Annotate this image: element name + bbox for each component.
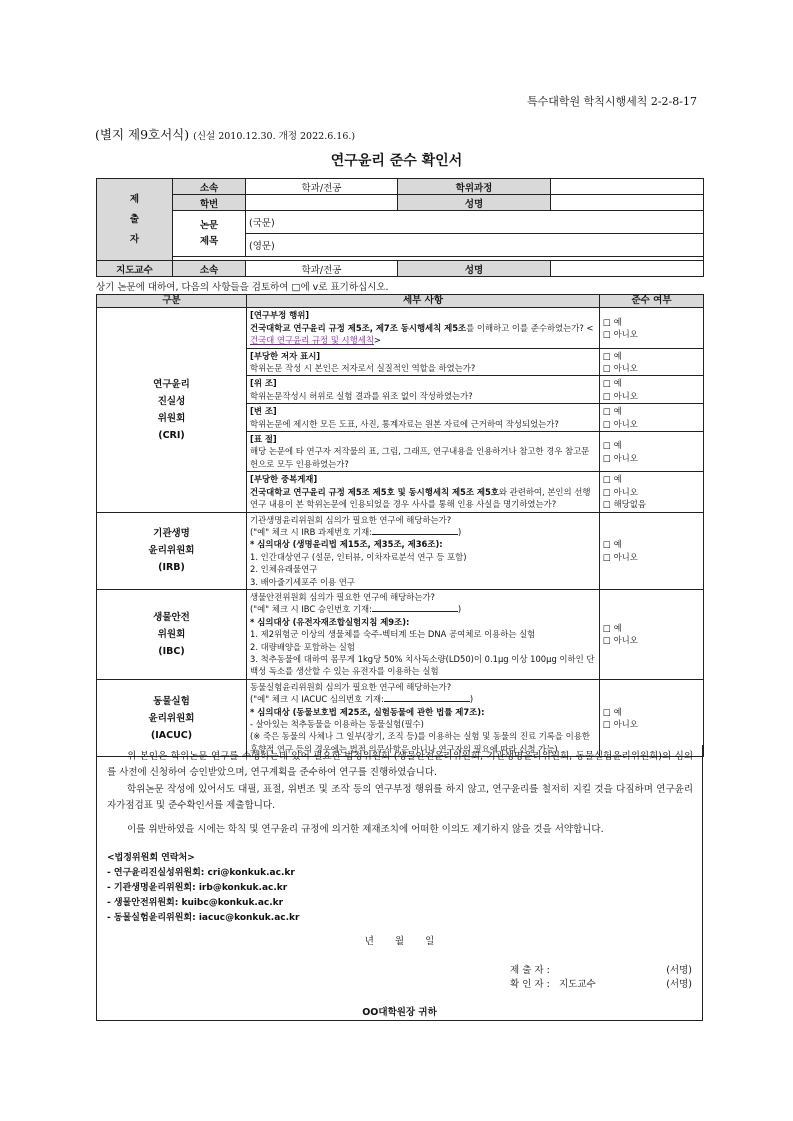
cri-check-3	[600, 404, 704, 432]
checkbox-yes[interactable]: □ 예	[603, 378, 622, 389]
irb-list-item: 2. 인체유래물연구	[250, 564, 318, 575]
item-title: [연구부정 행위]	[250, 310, 310, 321]
ibc-category: 생물안전 위원회 (IBC)	[97, 589, 247, 679]
submitter-info-table	[96, 178, 704, 277]
ibc-target: * 심의대상 (유전자재조합실험지침 제9조):	[250, 616, 410, 627]
committee-contacts	[107, 851, 299, 926]
statement-paragraph-1: 위 본인은 학위논문 연구를 수행하는데 있어 필요한 법정위원회 (생물안전윤리위원회, 기관생명윤리위원회, 동물실험윤리위원회)의 심의를 사전에 신청하여 승인받았으며, 연구계획을 준수하여 연구를 진행하였습니다.	[107, 751, 693, 778]
affiliation-field[interactable]: 학과/전공	[246, 179, 398, 195]
ibc-note-text: ("예" 체크 시 IBC 승인번호 기재:	[250, 604, 372, 615]
checkbox-no[interactable]: □ 아니오	[603, 363, 638, 374]
item-title: [부당한 중복게재]	[250, 474, 318, 485]
checkbox-no[interactable]: □ 아니오	[603, 551, 638, 562]
checkbox-yes[interactable]: □ 예	[603, 440, 622, 451]
compliance-checklist-table	[96, 294, 704, 757]
english-label: (영문)	[249, 241, 275, 252]
cri-item-research-misconduct	[247, 308, 600, 348]
item-question: 해당 논문에 타 연구자 저작물의 표, 그림, 그래프, 연구내용을 인용하거나 참고한 경우 참고문헌으로 모두 인용하였는가?	[250, 446, 590, 469]
item-regulation: 건국대학교 연구윤리 규정 제5조, 제7조 동시행세칙 제5조	[250, 322, 467, 333]
ibc-details	[247, 589, 600, 679]
checkbox-no[interactable]: □ 아니오	[603, 390, 638, 401]
advisor-name-label: 성명	[398, 261, 551, 277]
irb-list-item: 3. 배아줄기세포주 이용 연구	[250, 576, 355, 587]
contacts-title: <법정위원회 연락처>	[107, 853, 195, 863]
ibc-list-item: 1. 제2위험군 이상의 생물체를 숙주-벡터계 또는 DNA 공여체로 이용하는 실험	[250, 629, 536, 640]
irb-list-item: 1. 인간대상연구 (설문, 인터뷰, 이차자료분석 연구 등 포함)	[250, 551, 467, 562]
addressee: OO대학원장 귀하	[362, 1007, 437, 1018]
cri-check-2	[600, 376, 704, 404]
item-regulation: 건국대학교 연구윤리 규정 제5조 제5호 및 동시행세칙 제5조 제5호	[250, 486, 499, 497]
cri-check-5	[600, 472, 704, 512]
regulation-link[interactable]: 건국대 연구윤리 규정 및 시행세칙	[250, 335, 374, 346]
item-title: [위 조]	[250, 378, 277, 389]
cri-item-plagiarism	[247, 432, 600, 472]
student-no-field[interactable]	[246, 195, 398, 211]
checkbox-no[interactable]: □ 아니오	[603, 635, 638, 646]
cri-item-fabrication	[247, 376, 600, 404]
document-title: 연구윤리 준수 확인서	[330, 153, 463, 169]
ibc-number-note: ("예" 체크 시 IBC 승인번호 기재: )	[250, 604, 462, 615]
statement-paragraph-3: 이를 위반하였을 시에는 학칙 및 연구윤리 규정에 의거한 제재조치에 어떠한 이의도 제기하지 않을 것을 서약합니다.	[127, 824, 604, 835]
iacuc-category: 동물실험 윤리위원회 (IACUC)	[97, 679, 247, 756]
submitter-label: 제 출 자 :	[510, 965, 550, 976]
checkbox-no[interactable]: □ 아니오	[603, 719, 638, 729]
degree-label: 학위과정	[398, 179, 551, 195]
checkbox-no[interactable]: □ 아니오	[603, 486, 638, 497]
form-revision-note: (신설 2010.12.30. 개정 2022.6.16.)	[193, 131, 356, 142]
iacuc-target: * 심의대상 (동물보호법 제25조, 실험동물에 관한 법률 제7조):	[250, 706, 485, 717]
confirmer-value: 지도교수	[559, 979, 596, 990]
regulation-reference: 특수대학원 학칙시행세칙 2-2-8-17	[526, 95, 697, 108]
checkbox-yes[interactable]: □ 예	[603, 350, 622, 361]
item-title: [변 조]	[250, 406, 277, 417]
checkbox-yes[interactable]: □ 예	[603, 622, 622, 633]
form-number: (별지 제9호서식)	[95, 127, 190, 142]
cri-check-4	[600, 432, 704, 472]
contact-irb: - 기관생명윤리위원회: irb@konkuk.ac.kr	[107, 883, 288, 893]
cri-item-duplicate-publication	[247, 472, 600, 512]
irb-check	[600, 512, 704, 589]
iacuc-question: 동물실험윤리위원회 심의가 필요한 연구에 해당하는가?	[250, 681, 452, 692]
thesis-title-label: 논문 제목	[173, 211, 246, 257]
item-question: 를 이해하고 이를 준수하였는가? <	[466, 322, 594, 333]
item-title: [표 절]	[250, 434, 277, 445]
cri-item-falsification	[247, 404, 600, 432]
irb-details	[247, 512, 600, 589]
iacuc-list-item: (※ 죽은 동물의 사체나 그 일부(장기, 조직 등)를 이용하는 실험 및 동물의 진료 기록을 이용한 후향적 연구 등의 경우에는 법적 의무사항은 아니나 연구자의 필요에 따라 신청 가능)	[250, 731, 590, 754]
irb-number-note: ("예" 체크 시 IRB 과제번호 기재: )	[250, 526, 462, 537]
confirmer-label: 확 인 자 :	[510, 979, 550, 990]
cri-check-0	[600, 308, 704, 348]
form-label	[95, 125, 355, 143]
details-header: 세부 사항	[247, 295, 600, 308]
compliance-header: 준수 여부	[600, 295, 704, 308]
item-question: 와 관련하여, 본인의 선행연구 내용이 본 학위논문에 인용되었을 경우 사사를 통해 인용 사실을 명기하였는가?	[250, 486, 591, 510]
date-line[interactable]: 년 월 일	[364, 936, 435, 947]
irb-target: * 심의대상 (생명윤리법 제15조, 제35조, 제36조):	[250, 539, 443, 550]
contact-ibc: - 생물안전위원회: kuibc@konkuk.ac.kr	[107, 898, 284, 908]
irb-note-text: ("예" 체크 시 IRB 과제번호 기재:	[250, 526, 373, 537]
contact-iacuc: - 동물실험윤리위원회: iacuc@konkuk.ac.kr	[107, 913, 300, 923]
korean-label: (국문)	[249, 218, 275, 229]
irb-category: 기관생명 윤리위원회 (IRB)	[97, 512, 247, 589]
contact-cri: - 연구윤리진실성위원회: cri@konkuk.ac.kr	[107, 868, 295, 878]
ibc-list-item: 2. 대량배양을 포함하는 실험	[250, 641, 355, 652]
iacuc-number-note: ("예" 체크 시 IACUC 심의번호 기재: )	[250, 694, 474, 705]
submitter-label: 제 출 자	[97, 179, 173, 261]
irb-question: 기관생명윤리위원회 심의가 필요한 연구에 해당하는가?	[250, 514, 452, 525]
instruction-text: 상기 논문에 대하여, 다음의 사항들을 검토하여 □에 v로 표기하십시오.	[96, 282, 389, 293]
irb-number-input[interactable]	[372, 526, 458, 535]
thesis-title-english-field[interactable]	[246, 234, 704, 257]
checkbox-no[interactable]: □ 아니오	[603, 329, 638, 340]
checkbox-na[interactable]: □ 해당없음	[603, 499, 646, 510]
checkbox-yes[interactable]: □ 예	[603, 316, 622, 327]
pledge-statement-box	[96, 745, 703, 1021]
cri-category: 연구윤리 진실성 위원회 (CRI)	[97, 308, 247, 512]
link-close: >	[373, 335, 381, 346]
name-label: 성명	[398, 195, 551, 211]
ibc-list-item: 3. 척추동물에 대하여 몸무게 1kg당 50% 치사독소량(LD50)이 0.1μg 이상 100μg 이하인 단백성 독소를 생산할 수 있는 유전자를 이용하는 실험	[250, 653, 595, 677]
checkbox-yes[interactable]: □ 예	[603, 539, 622, 550]
checkbox-no[interactable]: □ 아니오	[603, 452, 638, 463]
submitter-signature[interactable]: (서명)	[666, 965, 692, 976]
cri-item-authorship	[247, 348, 600, 376]
name-field[interactable]	[551, 195, 704, 211]
statement-paragraph-2: 학위논문 작성에 있어서도 대필, 표절, 위변조 및 조작 등의 연구부정 행위를 하지 않고, 연구윤리를 철저히 지킬 것을 다짐하며 연구윤리 자가점검표 및 준수확인서를 제출합니다.	[107, 784, 693, 811]
student-no-label: 학번	[173, 195, 246, 211]
ibc-number-input[interactable]	[372, 603, 458, 612]
item-question: 학위논문작성시 허위로 실험 결과를 위조 없이 작성하였는가?	[250, 390, 473, 401]
ibc-check	[600, 589, 704, 679]
iacuc-number-input[interactable]	[384, 693, 470, 702]
checkbox-yes[interactable]: □ 예	[603, 706, 622, 717]
iacuc-note-text: ("예" 체크 시 IACUC 심의번호 기재:	[250, 694, 384, 705]
checkbox-no[interactable]: □ 아니오	[603, 418, 638, 429]
checkbox-yes[interactable]: □ 예	[603, 406, 622, 417]
item-question: 학위논문에 제시한 모든 도표, 사진, 통계자료는 원본 자료에 근거하여 작성되었는가?	[250, 418, 559, 429]
checkbox-yes[interactable]: □ 예	[603, 474, 622, 485]
cri-check-1	[600, 348, 704, 376]
degree-field[interactable]	[551, 179, 704, 195]
advisor-affiliation-field[interactable]: 학과/전공	[246, 261, 398, 277]
affiliation-label: 소속	[173, 179, 246, 195]
thesis-title-korean-field[interactable]	[246, 211, 704, 234]
category-header: 구분	[97, 295, 247, 308]
iacuc-list-item: - 살아있는 척추동물을 이용하는 동물실험(필수)	[250, 719, 424, 729]
confirmer-signature[interactable]: (서명)	[666, 979, 692, 990]
advisor-label: 지도교수	[97, 261, 173, 277]
advisor-name-field[interactable]	[551, 261, 704, 277]
ibc-question: 생물안전위원회 심의가 필요한 연구에 해당하는가?	[250, 591, 435, 602]
advisor-affiliation-label: 소속	[173, 261, 246, 277]
item-question: 학위논문 작성 시 본인은 저자로서 실질적인 역할을 하였는가?	[250, 363, 476, 374]
item-title: [부당한 저자 표시]	[250, 350, 321, 361]
